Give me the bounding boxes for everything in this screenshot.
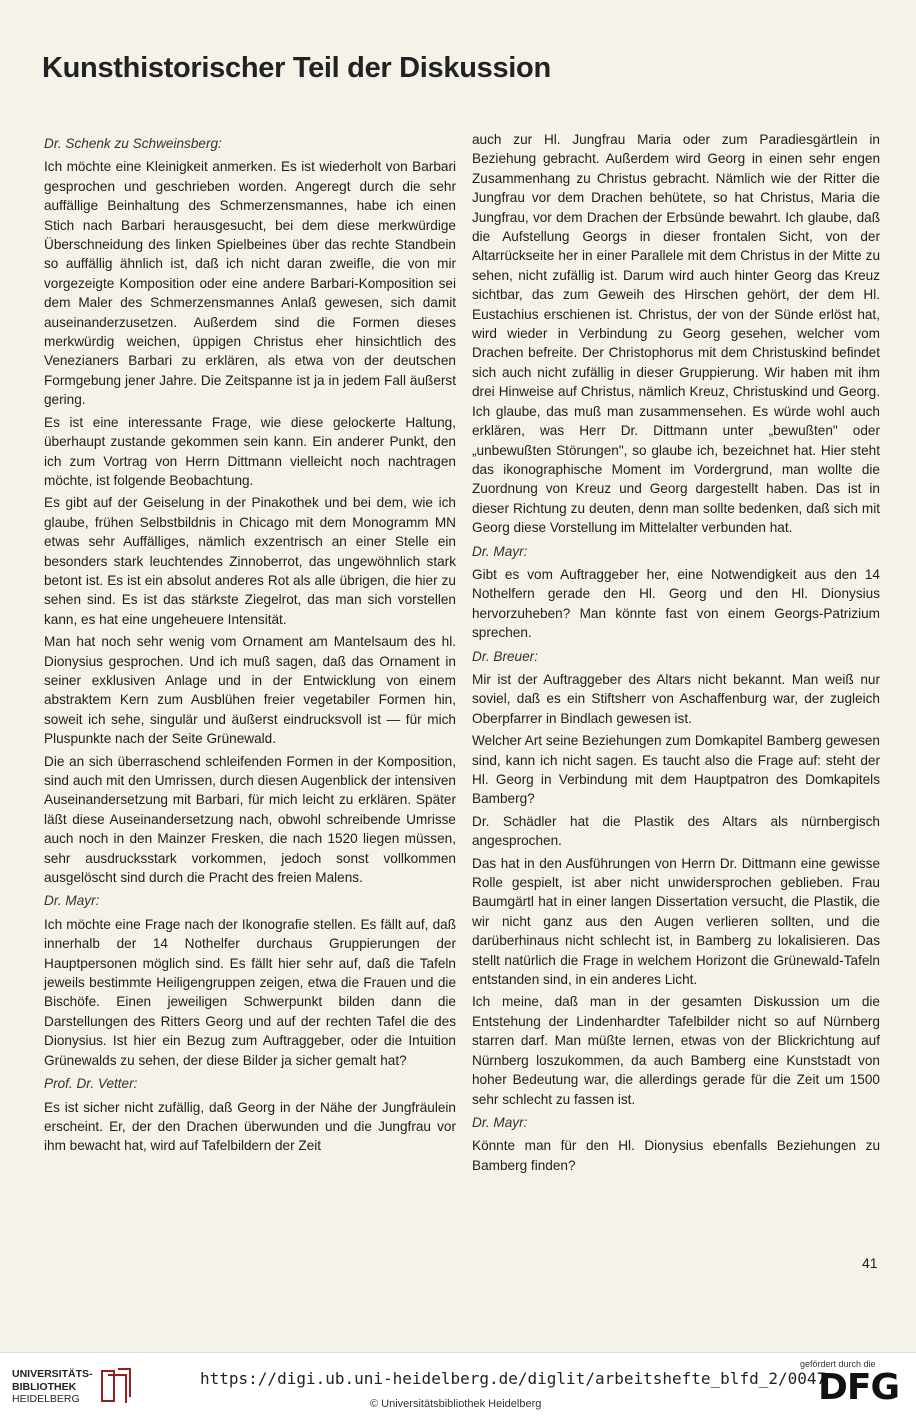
paragraph: Es gibt auf der Geiselung in der Pinakothek und bei dem, wie ich glaube, frühen Selbstbildnis in Chicago mit dem Monogramm MN etwas sehr Auffälliges, nämlich exzentrisch an einer Stelle ein besonders stark leuchtendes Zinnoberrot, das ungewöhnlich stark betont ist. Es ist ein absolut anderes Rot als alle übrigen, die hier zu sehen sind. Es ist das stärkste Ziegelrot, das man sich vorstellen kann, es hat eine ungeheuere Intensität. [44, 495, 456, 627]
paragraph: Es ist eine interessante Frage, wie diese gelockerte Haltung, überhaupt zustande gekommen sein kann. Ein anderer Punkt, den ich zum Vortrag von Herrn Dittmann vielleicht noch nachtragen möchte, ist folgende Beobachtung. [44, 414, 456, 488]
left-column [44, 130, 456, 1159]
speaker-label: Dr. Mayr: [472, 1114, 528, 1130]
paragraph: Ich meine, daß man in der gesamten Diskussion um die Entstehung der Lindenhardter Tafelbilder nicht so auf Nürnberg starren darf. Man müßte lernen, etwas von der Blickrichtung auf Nürnberg loszukommen, da auch Bamberg eine Kunststadt von hoher Bedeutung war, die allerdings gerade für die Zeit um 1500 sehr schlecht zu fassen ist. [472, 994, 880, 1107]
paragraph: Die an sich überraschend schleifenden Formen in der Komposition, sind auch mit den Umrissen, durch diesen Augenblick der intensiven Auseinandersetzung mit Barbari, für mich leicht zu erklären. Später läßt diese Auseinandersetzung nach, obwohl schreibende Umrisse auch noch in den Mainzer Fresken, die nach 1520 liegen müssen, sehr ausdrucksstark vorkommen, jedoch sonst vollkommen ausgelöscht sind durch die Pracht des freien Malens. [44, 753, 456, 886]
paragraph: Könnte man für den Hl. Dionysius ebenfalls Beziehungen zu Bamberg finden? [472, 1138, 880, 1173]
speaker-label: Dr. Breuer: [472, 648, 538, 664]
speaker-label: Dr. Mayr: [44, 893, 100, 909]
library-logo[interactable] [12, 1368, 93, 1406]
permalink-url[interactable]: https://digi.ub.uni-heidelberg.de/diglit/arbeitshefte_blfd_2/0047 [200, 1369, 827, 1388]
paragraph: Mir ist der Auftraggeber des Altars nicht bekannt. Man weiß nur soviel, daß es ein Stiftsherr von Aschaffenburg war, der zugleich Oberpfarrer in Bindlach gewesen ist. [472, 671, 880, 726]
paragraph: Ich möchte eine Kleinigkeit anmerken. Es ist wiederholt von Barbari gesprochen und geschrieben worden. Angeregt durch die sehr auffällige Beinhaltung des Schmerzensmannes, habe ich einen Stich nach Barbari herausgesucht, bei dem diese merkwürdige Überschneidung des linken Spielbeines über das rechte Standbein so auffällig ähnlich ist, daß ich nicht daran zweifle, die von mir vorgezeigte Komposition oder eine andere Barbari-Komposition sei dem Maler des Schmerzensmannes Anlaß gewesen, sich damit auseinanderzusetzen. Außerdem sind die Formen dieses merkwürdig weichen, üppigen Christus eher hinsichtlich des Venezianers Barbari zu erklären, als etwa von der deutschen Formgebung jener Jahre. Die Zeitspanne ist ja in jedem Fall äußerst gering. [44, 159, 456, 408]
copyright-notice: © Universitätsbibliothek Heidelberg [370, 1398, 542, 1410]
speaker-label: Dr. Schenk zu Schweinsberg: [44, 136, 222, 151]
library-name-line: HEIDELBERG [12, 1393, 80, 1405]
speaker-label: Dr. Mayr: [472, 543, 528, 559]
paragraph: Dr. Schädler hat die Plastik des Altars als nürnbergisch angesprochen. [472, 813, 880, 849]
paragraph: Das hat in den Ausführungen von Herrn Dr. Dittmann eine gewisse Rolle gespielt, ist aber nicht unwidersprochen geblieben. Frau Baumgärtl hat in einer langen Dissertation versucht, die Plastik, die wir nicht ganz aus den Augen verlieren sollten, und die darüberhinaus nicht schlecht ist, in Bamberg zu lokalisieren. Das stellt natürlich die Frage in welchem Horizont die Grünewald-Tafeln entstanden sind, in ein anderes Licht. [472, 855, 880, 988]
library-name-line: UNIVERSITÄTS- [12, 1368, 93, 1380]
paragraph: Man hat noch sehr wenig vom Ornament am Mantelsaum des hl. Dionysius gesprochen. Und ich muß sagen, daß das Ornament in seiner exklusiven Anlage und in der Entwicklung von einem abstraktem Kern zum Ausblühen freier vegetabiler Formen hin, soweit ich sehe, singulär und äußerst eindrucksvoll ist — für mich Pluspunkte nach der Seite Grünewald. [44, 634, 456, 747]
paragraph: Gibt es vom Auftraggeber her, eine Notwendigkeit aus den 14 Nothelfern gerade den Hl. Georg und den Hl. Dionysius hervorzuheben? Man könnte fast von einem Georgs-Patrizium sprechen. [472, 566, 880, 641]
speaker-label: Prof. Dr. Vetter: [44, 1076, 138, 1092]
viewer-footer [0, 1352, 916, 1423]
paragraph: Es ist sicher nicht zufällig, daß Georg in der Nähe der Jungfräulein erscheint. Er, der den Drachen überwunden und die Jungfrau vor ihm bewacht hat, wird auf Tafelbildern der Zeit [44, 1099, 456, 1154]
library-name-line: BIBLIOTHEK [12, 1380, 77, 1393]
paragraph: auch zur Hl. Jungfrau Maria oder zum Paradiesgärtlein in Beziehung gebracht. Außerdem wird Georg in einen sehr engen Zusammenhang zu Christus gebracht. Nämlich wie der Ritter die Jungfrau vor dem Drachen behütete, so hat Christus, Maria die Jungfrau, vor dem Drachen der Erbsünde bewahrt. Ich glaube, daß die Aufstellung Georgs in dieser frontalen Sicht, von der Altarrückseite her in einer Parallele mit dem Christus in der Mitte zu sehen, nicht zufällig ist. Darum wird auch hinter Georg das Kreuz sichtbar, das zum Geweih des Hirschen gehört, der dem Hl. Eustachius erschienen ist. Christus, der von der Sünde erlöst hat, wird wieder in Verbindung zu Georg gesehen, welcher vom Drachen befreite. Der Christophorus mit dem Christuskind befindet sich auch nicht zufällig in dieser Gruppierung. Wir haben mit ihm drei Hinweise auf Christus, nämlich Kreuz, Christuskind und Georg. Ich glaube, das muß man zusammensehen. Es würde wohl auch erklären, was Herr Dr. Dittmann unter „bewußten" oder „unbewußten Störungen", so glaube ich, bezeichnet hat. Hier steht das ikonographische Moment im Vordergrund, man wollte die Zuordnung von Kreuz und Georg dargestellt haben. Das ist in dieser Richtung zu deuten, denn man sollte bedenken, daß sich mit Georg diese Vorstellung im Mittelalter verbunden hat. [472, 132, 880, 536]
funding-note: gefördert durch die [800, 1359, 876, 1369]
page-title: Kunsthistorischer Teil der Diskussion [42, 52, 551, 84]
library-mark-icon [100, 1367, 132, 1405]
page-number: 41 [862, 1255, 878, 1271]
right-column [472, 130, 880, 1178]
paragraph: Welcher Art seine Beziehungen zum Domkapitel Bamberg gewesen sind, kann ich nicht sagen. Es taucht also die Frage auf: steht der Hl. Georg in Verbindung mit dem Hauptpatron des Domkapitels Bamberg? [472, 733, 880, 807]
paragraph: Ich möchte eine Frage nach der Ikonografie stellen. Es fällt auf, daß innerhalb der 14 Nothelfer durchaus Gruppierungen der Hauptpersonen möglich sind. Es fällt hier sehr auf, daß die Tafeln jeweils bestimmte Heiligengruppen zeigen, etwa die Frauen und die Bischöfe. Einen jeweiligen Schwerpunkt bilden dann die Darstellungen des Ritters Georg und auf der rechten Tafel die des Dionysius. Ist hier ein Bezug zum Auftraggeber, oder die Intuition Grünewalds zu sehen, der diese Bilder ja sicher gemalt hat? [44, 916, 456, 1068]
dfg-logo[interactable]: DFG [818, 1367, 900, 1408]
